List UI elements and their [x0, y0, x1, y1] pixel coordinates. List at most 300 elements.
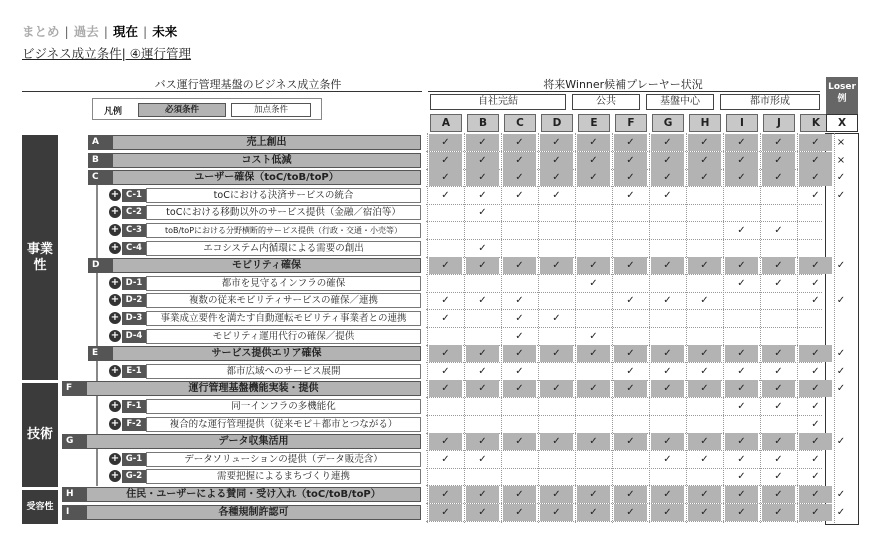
side-label-acceptance: 受容性: [22, 490, 58, 524]
row-connector: [96, 326, 98, 346]
check-icon: ✓: [466, 504, 499, 521]
empty-cell: [577, 187, 610, 204]
empty-cell: [540, 468, 573, 485]
check-icon: ✓: [725, 257, 758, 274]
check-icon: ✓: [540, 486, 573, 503]
check-icon: ✓: [762, 433, 795, 450]
check-icon: ✓: [626, 190, 635, 201]
check-icon: ✓: [614, 486, 647, 503]
check-icon: ✓: [651, 504, 684, 521]
check-icon: ✓: [836, 260, 846, 271]
row-label-c-4: エコシステム内循環による需要の創出: [146, 241, 421, 256]
empty-cell: [725, 310, 758, 327]
column-head-h: H: [689, 114, 721, 132]
empty-cell: [577, 204, 610, 221]
check-icon: ✓: [836, 190, 846, 201]
row-connector: [96, 414, 98, 434]
group-platform: 基盤中心: [646, 94, 714, 110]
legend-additional: 加点条件: [231, 103, 311, 117]
empty-cell: [503, 240, 536, 257]
empty-cell: [688, 204, 721, 221]
check-icon: ✓: [478, 207, 487, 218]
plus-icon[interactable]: +: [110, 224, 120, 235]
empty-cell: [826, 416, 856, 433]
check-icon: ✓: [836, 172, 846, 183]
check-icon: ✓: [515, 331, 524, 342]
check-icon: ✓: [762, 504, 795, 521]
empty-cell: [540, 328, 573, 345]
check-icon: ✓: [577, 486, 610, 503]
group-public: 公共: [572, 94, 640, 110]
check-icon: ✓: [478, 243, 487, 254]
empty-cell: [614, 451, 647, 468]
empty-cell: [466, 468, 499, 485]
loser-column-head: X: [826, 114, 858, 132]
column-head-f: F: [615, 114, 647, 132]
empty-cell: [429, 240, 462, 257]
empty-cell: [762, 204, 795, 221]
empty-cell: [540, 451, 573, 468]
check-icon: ✓: [577, 504, 610, 521]
check-icon: ✓: [737, 401, 746, 412]
check-icon: ✓: [725, 380, 758, 397]
empty-cell: [762, 292, 795, 309]
column-gridline: [760, 133, 761, 523]
plus-icon[interactable]: +: [110, 470, 120, 481]
empty-cell: [503, 398, 536, 415]
empty-cell: [429, 328, 462, 345]
check-icon: ✓: [836, 436, 846, 447]
left-section-title: バス運行管理基盤のビジネス成立条件: [154, 78, 342, 91]
empty-cell: [503, 416, 536, 433]
check-icon: ✓: [503, 169, 536, 186]
check-icon: ✓: [503, 504, 536, 521]
check-icon: ✓: [441, 295, 450, 306]
check-icon: ✓: [725, 433, 758, 450]
empty-cell: [826, 398, 856, 415]
check-icon: ✓: [799, 257, 832, 274]
check-icon: ✓: [737, 471, 746, 482]
empty-cell: [466, 416, 499, 433]
row-label-d-2: 複数の従来モビリティサービスの確保／連携: [146, 293, 421, 308]
right-title-underline: [428, 91, 820, 92]
empty-cell: [688, 275, 721, 292]
empty-cell: [503, 468, 536, 485]
check-icon: ✓: [799, 169, 832, 186]
row-code-f-2: F-2: [122, 418, 146, 431]
check-icon: ✓: [725, 169, 758, 186]
empty-cell: [651, 222, 684, 239]
check-icon: ✓: [836, 366, 846, 377]
check-icon: ✓: [688, 134, 721, 151]
empty-cell: [688, 222, 721, 239]
check-icon: ✓: [688, 257, 721, 274]
check-icon: ✓: [774, 366, 783, 377]
check-icon: ✓: [515, 366, 524, 377]
empty-cell: [688, 310, 721, 327]
legend-label: 凡例: [104, 107, 123, 117]
empty-cell: [614, 204, 647, 221]
check-icon: ✓: [441, 313, 450, 324]
check-icon: ✓: [429, 380, 462, 397]
check-icon: ✓: [466, 169, 499, 186]
empty-cell: [540, 240, 573, 257]
row-code-g-2: G-2: [122, 470, 146, 483]
row-label-a: 売上創出: [112, 135, 421, 150]
check-icon: ✓: [651, 152, 684, 169]
empty-cell: [429, 468, 462, 485]
check-icon: ✓: [836, 348, 846, 359]
row-label-f-1: 同一インフラの多機能化: [146, 399, 421, 414]
empty-cell: [688, 240, 721, 257]
row-connector: [96, 220, 98, 240]
plus-icon[interactable]: +: [110, 400, 120, 411]
cross-icon: ×: [836, 137, 846, 148]
check-icon: ✓: [466, 380, 499, 397]
row-code-f: F: [62, 381, 86, 396]
check-icon: ✓: [478, 295, 487, 306]
check-icon: ✓: [799, 345, 832, 362]
check-icon: ✓: [688, 504, 721, 521]
check-icon: ✓: [737, 454, 746, 465]
empty-cell: [577, 292, 610, 309]
check-icon: ✓: [663, 295, 672, 306]
plus-icon[interactable]: +: [110, 206, 120, 217]
row-connector: [96, 396, 98, 416]
check-icon: ✓: [429, 257, 462, 274]
row-code-c-2: C-2: [122, 206, 146, 219]
check-icon: ✓: [614, 504, 647, 521]
check-icon: ✓: [441, 190, 450, 201]
check-icon: ✓: [663, 454, 672, 465]
check-icon: ✓: [688, 486, 721, 503]
row-label-d-1: 都市を見守るインフラの確保: [146, 276, 421, 291]
empty-cell: [429, 416, 462, 433]
empty-cell: [651, 240, 684, 257]
empty-cell: [577, 468, 610, 485]
column-gridline: [612, 133, 613, 523]
check-icon: ✓: [762, 486, 795, 503]
row-label-e-1: 都市広域へのサービス展開: [146, 364, 421, 379]
empty-cell: [826, 222, 856, 239]
empty-cell: [466, 222, 499, 239]
row-connector: [96, 466, 98, 486]
row-code-a: A: [88, 135, 112, 150]
plus-icon[interactable]: +: [110, 277, 120, 288]
column-gridline: [501, 133, 502, 523]
check-icon: ✓: [688, 169, 721, 186]
check-icon: ✓: [737, 278, 746, 289]
check-icon: ✓: [540, 504, 573, 521]
check-icon: ✓: [688, 345, 721, 362]
check-icon: ✓: [577, 257, 610, 274]
check-icon: ✓: [651, 380, 684, 397]
row-label-i: 各種規制許認可: [86, 505, 421, 520]
right-section-title: 将来Winner候補プレーヤー状況: [543, 78, 703, 91]
left-title-underline: [22, 91, 422, 92]
plus-icon[interactable]: +: [110, 330, 120, 341]
empty-cell: [466, 275, 499, 292]
nav-separator: |: [103, 24, 108, 39]
empty-cell: [688, 398, 721, 415]
column-gridline: [538, 133, 539, 523]
row-code-c-1: C-1: [122, 189, 146, 202]
row-code-d-1: D-1: [122, 277, 146, 290]
check-icon: ✓: [836, 489, 846, 500]
column-head-d: D: [541, 114, 573, 132]
empty-cell: [577, 363, 610, 380]
check-icon: ✓: [577, 433, 610, 450]
check-icon: ✓: [478, 366, 487, 377]
plus-icon[interactable]: +: [110, 294, 120, 305]
check-icon: ✓: [515, 190, 524, 201]
check-icon: ✓: [799, 152, 832, 169]
check-icon: ✓: [651, 257, 684, 274]
check-icon: ✓: [836, 507, 846, 518]
check-icon: ✓: [429, 134, 462, 151]
check-icon: ✓: [651, 134, 684, 151]
check-icon: ✓: [626, 295, 635, 306]
check-icon: ✓: [503, 257, 536, 274]
empty-cell: [540, 275, 573, 292]
row-code-d-2: D-2: [122, 294, 146, 307]
check-icon: ✓: [811, 278, 820, 289]
check-icon: ✓: [466, 257, 499, 274]
row-label-d-4: モビリティ運用代行の確保／提供: [146, 329, 421, 344]
check-icon: ✓: [429, 433, 462, 450]
row-label-g-1: データソリューションの提供（データ販売含）: [146, 452, 421, 467]
row-code-c-3: C-3: [122, 224, 146, 237]
check-icon: ✓: [774, 225, 783, 236]
row-label-h: 住民・ユーザーによる賛同・受け入れ（toC/toB/toP）: [86, 487, 421, 502]
check-icon: ✓: [725, 152, 758, 169]
check-icon: ✓: [774, 471, 783, 482]
check-icon: ✓: [466, 345, 499, 362]
check-icon: ✓: [614, 169, 647, 186]
empty-cell: [725, 328, 758, 345]
check-icon: ✓: [614, 345, 647, 362]
nav-separator: |: [142, 24, 148, 39]
check-icon: ✓: [515, 313, 524, 324]
row-connector: [96, 238, 98, 258]
plus-icon[interactable]: +: [110, 453, 120, 464]
column-head-j: J: [763, 114, 795, 132]
empty-cell: [503, 204, 536, 221]
column-head-c: C: [504, 114, 536, 132]
row-connector: [96, 308, 98, 328]
check-icon: ✓: [774, 454, 783, 465]
check-icon: ✓: [774, 401, 783, 412]
check-icon: ✓: [540, 134, 573, 151]
empty-cell: [826, 328, 856, 345]
check-icon: ✓: [577, 169, 610, 186]
check-icon: ✓: [762, 380, 795, 397]
plus-icon[interactable]: +: [110, 365, 120, 376]
column-gridline: [464, 133, 465, 523]
column-gridline: [575, 133, 576, 523]
check-icon: ✓: [651, 169, 684, 186]
empty-cell: [651, 328, 684, 345]
row-code-h: H: [62, 487, 86, 502]
column-gridline: [797, 133, 798, 523]
row-code-i: I: [62, 505, 86, 520]
check-icon: ✓: [577, 152, 610, 169]
plus-icon[interactable]: +: [110, 418, 120, 429]
empty-cell: [503, 451, 536, 468]
check-icon: ✓: [811, 471, 820, 482]
check-icon: ✓: [799, 504, 832, 521]
check-icon: ✓: [589, 331, 598, 342]
check-icon: ✓: [762, 152, 795, 169]
column-gridline: [649, 133, 650, 523]
check-icon: ✓: [811, 295, 820, 306]
plus-icon[interactable]: +: [110, 189, 120, 200]
check-icon: ✓: [688, 433, 721, 450]
column-gridline: [723, 133, 724, 523]
row-code-d: D: [88, 258, 112, 273]
check-icon: ✓: [799, 486, 832, 503]
row-code-g: G: [62, 434, 86, 449]
check-icon: ✓: [799, 433, 832, 450]
row-connector: [96, 290, 98, 310]
check-icon: ✓: [552, 313, 561, 324]
check-icon: ✓: [466, 152, 499, 169]
check-icon: ✓: [503, 486, 536, 503]
check-icon: ✓: [663, 190, 672, 201]
loser-header: Loser例: [826, 77, 858, 117]
check-icon: ✓: [540, 380, 573, 397]
check-icon: ✓: [836, 383, 846, 394]
empty-cell: [577, 222, 610, 239]
empty-cell: [725, 416, 758, 433]
empty-cell: [725, 292, 758, 309]
empty-cell: [540, 363, 573, 380]
check-icon: ✓: [466, 433, 499, 450]
row-label-f-2: 複合的な運行管理提供（従来モビ＋都市とつながる）: [146, 417, 421, 432]
nav-separator: |: [64, 24, 69, 39]
empty-cell: [725, 204, 758, 221]
empty-cell: [614, 275, 647, 292]
empty-cell: [762, 187, 795, 204]
nav-past[interactable]: 過去: [73, 24, 99, 39]
check-icon: ✓: [577, 345, 610, 362]
empty-cell: [540, 204, 573, 221]
row-label-c-1: toCにおける決済サービスの統合: [146, 188, 421, 203]
check-icon: ✓: [725, 504, 758, 521]
check-icon: ✓: [503, 433, 536, 450]
check-icon: ✓: [762, 134, 795, 151]
row-code-c: C: [88, 170, 112, 185]
row-code-c-4: C-4: [122, 242, 146, 255]
check-icon: ✓: [762, 169, 795, 186]
empty-cell: [651, 204, 684, 221]
check-icon: ✓: [799, 380, 832, 397]
row-label-g: データ収集活用: [86, 434, 421, 449]
check-icon: ✓: [774, 278, 783, 289]
row-label-g-2: 需要把握によるまちづくり連携: [146, 469, 421, 484]
check-icon: ✓: [614, 433, 647, 450]
empty-cell: [614, 240, 647, 257]
row-code-b: B: [88, 153, 112, 168]
check-icon: ✓: [737, 225, 746, 236]
check-icon: ✓: [503, 152, 536, 169]
column-head-i: I: [726, 114, 758, 132]
row-code-d-3: D-3: [122, 312, 146, 325]
check-icon: ✓: [700, 366, 709, 377]
check-icon: ✓: [688, 152, 721, 169]
row-code-g-1: G-1: [122, 453, 146, 466]
check-icon: ✓: [762, 257, 795, 274]
empty-cell: [577, 398, 610, 415]
nav-present[interactable]: 現在: [112, 24, 138, 39]
nav-future[interactable]: 未来: [152, 24, 178, 39]
empty-cell: [540, 398, 573, 415]
empty-cell: [762, 328, 795, 345]
row-label-f: 運行管理基盤機能実装・提供: [86, 381, 421, 396]
check-icon: ✓: [540, 433, 573, 450]
empty-cell: [688, 468, 721, 485]
empty-cell: [762, 310, 795, 327]
empty-cell: [466, 398, 499, 415]
empty-cell: [614, 398, 647, 415]
check-icon: ✓: [626, 366, 635, 377]
empty-cell: [466, 310, 499, 327]
check-icon: ✓: [540, 169, 573, 186]
empty-cell: [762, 240, 795, 257]
check-icon: ✓: [441, 366, 450, 377]
empty-cell: [577, 416, 610, 433]
check-icon: ✓: [577, 134, 610, 151]
empty-cell: [826, 275, 856, 292]
check-icon: ✓: [429, 169, 462, 186]
empty-cell: [826, 310, 856, 327]
empty-cell: [577, 240, 610, 257]
column-head-a: A: [430, 114, 462, 132]
empty-cell: [651, 310, 684, 327]
legend-required: 必須条件: [138, 103, 226, 117]
empty-cell: [725, 187, 758, 204]
check-icon: ✓: [552, 190, 561, 201]
empty-cell: [577, 451, 610, 468]
empty-cell: [614, 468, 647, 485]
check-icon: ✓: [836, 295, 846, 306]
plus-icon[interactable]: +: [110, 242, 120, 253]
empty-cell: [826, 451, 856, 468]
check-icon: ✓: [540, 152, 573, 169]
check-icon: ✓: [429, 486, 462, 503]
breadcrumb-nav: [22, 22, 177, 40]
check-icon: ✓: [589, 278, 598, 289]
nav-summary[interactable]: まとめ: [22, 24, 60, 39]
check-icon: ✓: [429, 504, 462, 521]
row-connector: [96, 361, 98, 381]
check-icon: ✓: [503, 380, 536, 397]
check-icon: ✓: [811, 366, 820, 377]
check-icon: ✓: [614, 380, 647, 397]
plus-icon[interactable]: +: [110, 312, 120, 323]
row-code-f-1: F-1: [122, 400, 146, 413]
check-icon: ✓: [700, 454, 709, 465]
empty-cell: [688, 416, 721, 433]
empty-cell: [614, 416, 647, 433]
check-icon: ✓: [466, 486, 499, 503]
check-icon: ✓: [799, 134, 832, 151]
column-gridline: [686, 133, 687, 523]
empty-cell: [614, 328, 647, 345]
check-icon: ✓: [614, 134, 647, 151]
check-icon: ✓: [651, 433, 684, 450]
row-label-c: ユーザー確保（toC/toB/toP）: [112, 170, 421, 185]
